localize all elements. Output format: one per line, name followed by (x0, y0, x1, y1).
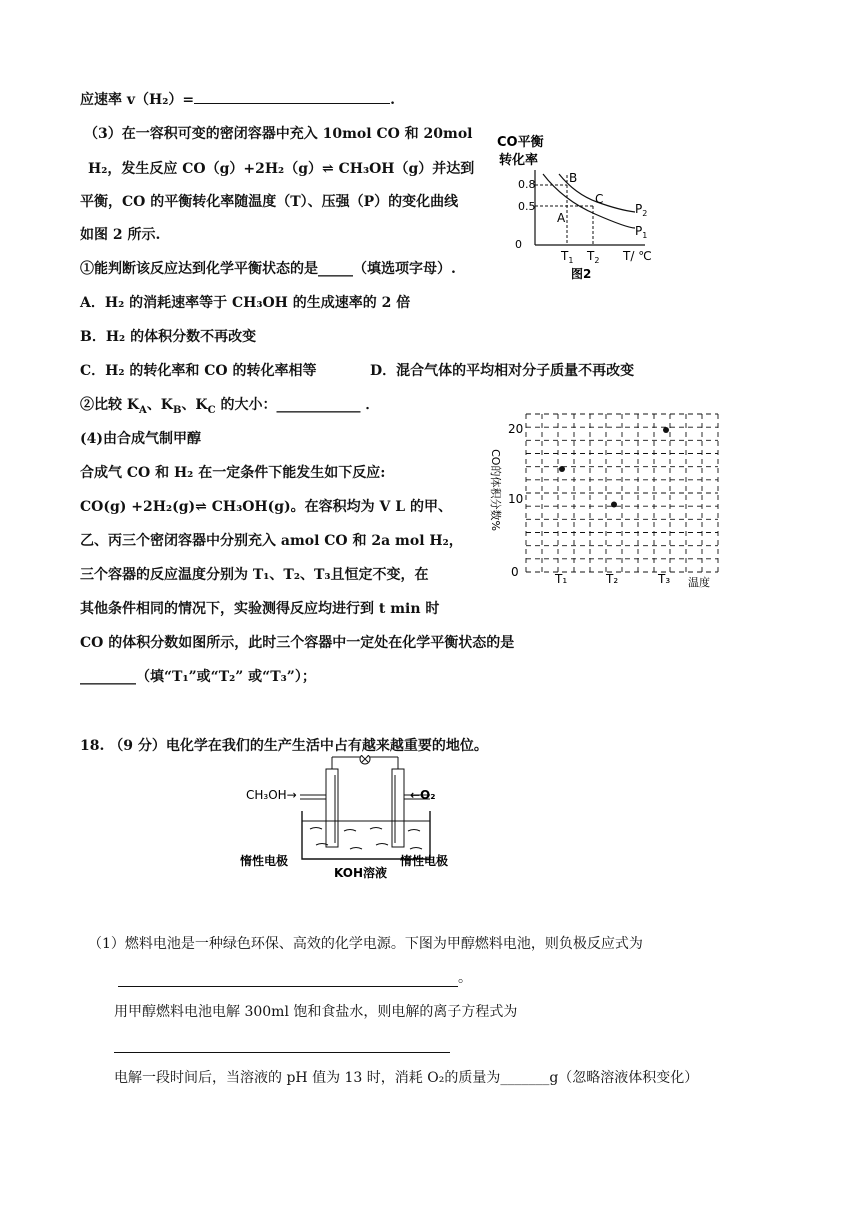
fig3-x-tick-t2: T₂ (606, 572, 619, 586)
q4-line-7: ________（填“T₁”或“T₂” 或“T₃”）； (80, 669, 316, 685)
q3-line-4: 如图 2 所示. (80, 227, 161, 243)
q3-subquestion-1: ①能判断该反应达到化学平衡状态的是_____（填选项字母）. (80, 261, 456, 277)
fig2-tick-t2: $T_2$ (587, 249, 600, 265)
fig3-grid (526, 414, 718, 572)
fig2-ytitle-2: 转化率 (499, 153, 539, 168)
oxygen-inlet-label: ←O₂ (410, 788, 436, 802)
left-electrode-label: 惰性电极 (240, 854, 289, 868)
option-b: B．H₂ 的体积分数不再改变 (80, 329, 257, 345)
right-electrode (392, 769, 404, 847)
fig2-caption: 图2 (571, 267, 592, 281)
q18-title: 18. （9 分）电化学在我们的生产生活中占有越来越重要的地位。 (80, 738, 488, 754)
right-electrode-label: 惰性电极 (400, 854, 449, 868)
q4-heading: (4)由合成气制甲醇 (80, 431, 201, 447)
fig3-y-label: CO的体积分数% (489, 449, 502, 531)
solution-waves (310, 828, 422, 850)
option-a: A．H₂ 的消耗速率等于 CH₃OH 的生成速率的 2 倍 (80, 295, 411, 311)
q3-line-2: H₂，发生反应 CO（g）+2H₂（g）⇌ CH₃OH（g）并达到 (88, 161, 475, 177)
answer-line-2 (114, 1052, 450, 1053)
fig2-x-label: T/ ℃ (623, 249, 652, 263)
figure-2-equilibrium-chart (485, 130, 665, 285)
fig2-point-a: A (557, 211, 566, 225)
fig2-ytitle-1: CO平衡 (497, 135, 544, 150)
fig3-data-point-3 (663, 427, 669, 433)
q18-part-1: （1）燃料电池是一种绿色环保、高效的化学电源。下图为甲醇燃料电池，则负极反应式为 (88, 936, 643, 952)
fig2-y-tick-05: 0.5 (518, 200, 536, 213)
q4-line-5: 其他条件相同的情况下，实验测得反应均进行到 t min 时 (80, 601, 440, 617)
methanol-fuel-cell-diagram (240, 755, 470, 880)
q4-line-3: 乙、丙三个密闭容器中分别充入 amol CO 和 2a mol H₂， (80, 533, 463, 549)
fig3-y-tick-10: 10 (508, 492, 524, 506)
q4-line-1: 合成气 CO 和 H₂ 在一定条件下能发生如下反应: (80, 465, 386, 481)
option-c: C．H₂ 的转化率和 CO 的转化率相等 (80, 363, 317, 379)
beaker (302, 811, 430, 859)
koh-solution-label: KOH溶液 (334, 866, 388, 880)
q4-line-4: 三个容器的反应温度分别为 T₁、T₂、T₃且恒定不变，在 (80, 567, 429, 583)
fig3-x-tick-t1: T₁ (555, 572, 568, 586)
fig3-y-tick-0: 0 (511, 565, 519, 579)
co-volume-fraction-chart (478, 400, 728, 595)
fig3-x-label: 温度 (688, 576, 710, 589)
answer-blank (194, 89, 390, 104)
q18-part-3: 电解一段时间后，当溶液的 pH 值为 13 时，消耗 O₂的质量为_______g（忽略溶液体积变化） (114, 1070, 699, 1086)
q18-part-2: 用甲醇燃料电池电解 300ml 饱和食盐水，则电解的离子方程式为 (114, 1004, 518, 1020)
fig3-data-point-2 (611, 502, 617, 508)
fig3-points (559, 427, 669, 508)
fig2-y-tick-08: 0.8 (518, 178, 536, 191)
fig2-label-p2: $P_2$ (635, 202, 648, 218)
methanol-inlet-label: CH₃OH→ (246, 788, 297, 802)
q18-part-1-end: 。 (458, 970, 472, 986)
q3-line-1: （3）在一容积可变的密闭容器中充入 10mol CO 和 20mol (84, 126, 473, 142)
option-d: D．混合气体的平均相对分子质量不再改变 (370, 363, 635, 379)
fig3-x-tick-t3: T₃ (658, 572, 671, 586)
fig2-origin: 0 (515, 238, 522, 251)
fig2-tick-t1: $T_1$ (561, 249, 574, 265)
q4-line-6: CO 的体积分数如图所示，此时三个容器中一定处在化学平衡状态的是 (80, 635, 515, 651)
fig2-point-b: B (569, 171, 578, 185)
q3-line-3: 平衡，CO 的平衡转化率随温度（T）、压强（P）的变化曲线 (80, 194, 459, 210)
fig3-data-point-1 (559, 466, 565, 472)
rate-question-line: 应速率 v（H₂）= . (80, 89, 395, 110)
q3-subquestion-2: ②比较 $K_A$、$K_B$、$K_C$ 的大小：____________ ． (80, 397, 380, 416)
fig3-y-tick-20: 20 (508, 422, 524, 436)
answer-line-1 (118, 986, 458, 987)
fig2-point-c: C (595, 192, 604, 206)
fig2-label-p1: $P_1$ (635, 224, 648, 240)
left-electrode (326, 769, 338, 847)
q4-line-2: CO(g) +2H₂(g)⇌ CH₃OH(g)。在容积均为 V L 的甲、 (80, 499, 453, 515)
